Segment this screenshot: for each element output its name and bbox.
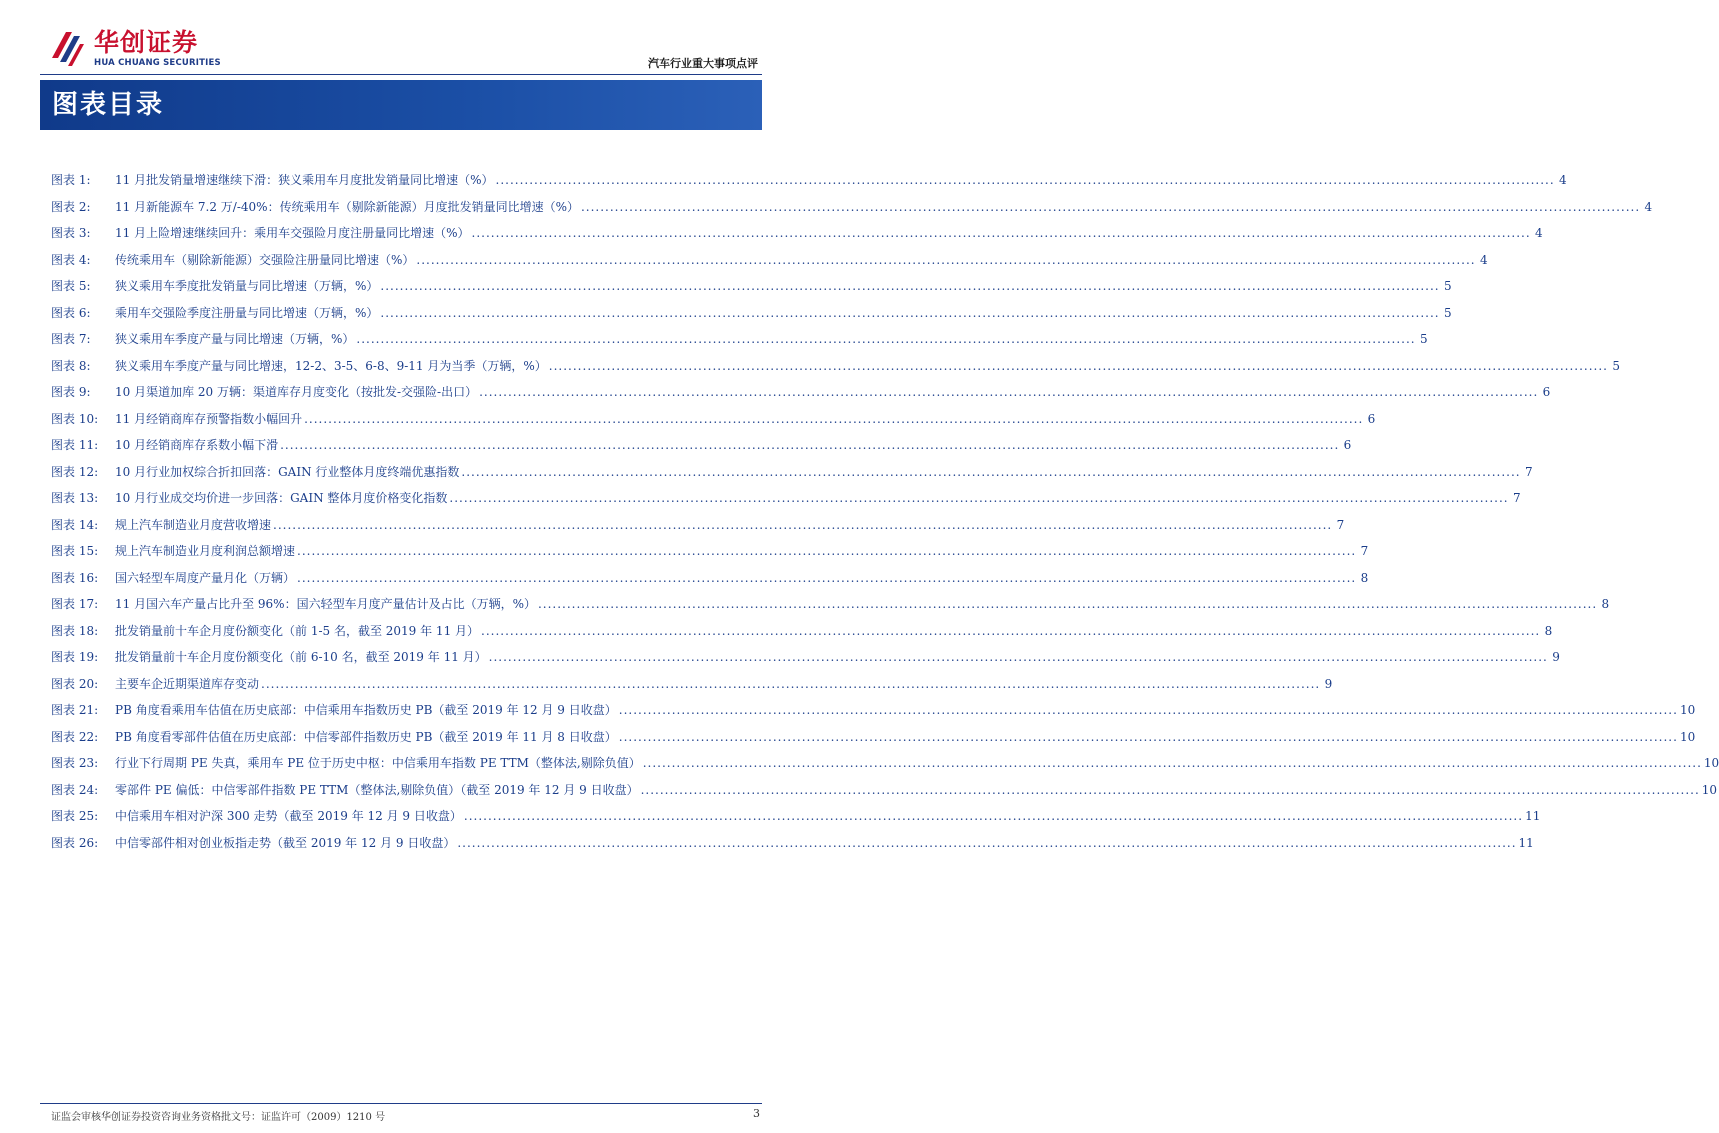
toc-entry-title: 乘用车交强险季度注册量与同比增速（万辆，%）: [115, 305, 379, 320]
toc-entry-title: 传统乘用车（剔除新能源）交强险注册量同比增速（%）: [115, 252, 415, 267]
toc-entry-title: 10 月渠道加库 20 万辆：渠道库存月度变化（按批发-交强险-出口）: [115, 385, 478, 399]
toc-entry-page: 7: [1360, 544, 1369, 558]
toc-dot-leader: ............................................................................................................................................................................................................................: [261, 676, 1321, 691]
toc-dot-leader: ............................................................................................................................................................................................................................: [481, 623, 1541, 638]
toc-dot-leader: ............................................................................................................................................................................................................................: [537, 597, 1598, 611]
brand-name-en: HUA CHUANG SECURITIES: [94, 58, 221, 68]
toc-entry[interactable]: [51, 830, 1534, 857]
toc-entry-page: 8: [1544, 623, 1553, 638]
toc-entry-label: 图表 12:: [51, 464, 99, 479]
toc-dot-leader: ............................................................................................................................................................................................................................: [449, 491, 1509, 505]
toc-entry-title: 10 月经销商库存系数小幅下滑: [115, 438, 279, 452]
toc-entry-page: 10: [1679, 729, 1696, 744]
toc-entry-page: 11: [1518, 835, 1534, 850]
table-of-figures: [51, 167, 1719, 856]
toc-entry-label: 图表 14:: [51, 517, 99, 532]
report-type: 汽车行业重大事项点评: [648, 57, 758, 70]
toc-dot-leader: ............................................................................................................................................................................................................................: [618, 729, 1678, 744]
toc-dot-leader: ............................................................................................................................................................................................................................: [457, 835, 1517, 850]
toc-entry[interactable]: [51, 273, 1452, 300]
toc-entry-title: 10 月行业加权综合折扣回落：GAIN 行业整体月度终端优惠指数: [115, 464, 460, 479]
toc-entry-label: 图表 18:: [51, 623, 99, 638]
toc-entry[interactable]: [51, 697, 1696, 724]
toc-entry[interactable]: [51, 194, 1653, 221]
toc-dot-leader: ............................................................................................................................................................................................................................: [640, 782, 1700, 797]
toc-entry[interactable]: [51, 777, 1718, 804]
toc-entry-label: 图表 13:: [51, 491, 99, 505]
toc-entry[interactable]: [51, 406, 1376, 433]
toc-entry[interactable]: [51, 220, 1543, 247]
toc-entry-label: 图表 21:: [51, 703, 99, 717]
toc-dot-leader: ............................................................................................................................................................................................................................: [273, 517, 1333, 532]
toc-entry-label: 图表 23:: [51, 756, 99, 770]
toc-entry-label: 图表 16:: [51, 570, 99, 585]
toc-entry-page: 11: [1525, 809, 1541, 823]
toc-dot-leader: ............................................................................................................................................................................................................................: [642, 756, 1702, 770]
toc-entry-label: 图表 15:: [51, 544, 99, 558]
toc-dot-leader: ............................................................................................................................................................................................................................: [416, 252, 1476, 267]
toc-entry-label: 图表 10:: [51, 411, 99, 426]
toc-entry-label: 图表 22:: [51, 729, 99, 744]
brand-name-cn: 华创证券: [94, 28, 199, 57]
section-title: 图表目录: [52, 90, 165, 120]
toc-dot-leader: ............................................................................................................................................................................................................................: [488, 650, 1548, 664]
toc-entry-title: 批发销量前十车企月度份额变化（前 1-5 名，截至 2019 年 11 月）: [115, 623, 480, 638]
toc-entry[interactable]: [51, 167, 1567, 194]
toc-entry-title: 狭义乘用车季度产量与同比增速，12-2、3-5、6-8、9-11 月为当季（万辆，%）: [115, 358, 547, 373]
toc-entry-page: 8: [1601, 597, 1610, 611]
header-divider: [40, 74, 762, 75]
toc-entry-page: 4: [1644, 199, 1653, 214]
toc-entry-title: 批发销量前十车企月度份额变化（前 6-10 名，截至 2019 年 11 月）: [115, 650, 487, 664]
toc-entry-title: PB 角度看乘用车估值在历史底部：中信乘用车指数历史 PB（截至 2019 年 12 月 9 日收盘）: [115, 703, 617, 717]
toc-entry-title: 国六轻型车周度产量月化（万辆）: [115, 570, 296, 585]
toc-entry-label: 图表 26:: [51, 835, 99, 850]
toc-entry-page: 5: [1443, 279, 1452, 293]
toc-entry-label: 图表 9:: [51, 385, 91, 399]
toc-entry[interactable]: [51, 671, 1333, 698]
toc-entry-title: 11 月上险增速继续回升：乘用车交强险月度注册量同比增速（%）: [115, 226, 470, 240]
toc-entry-title: 主要车企近期渠道库存变动: [115, 676, 260, 691]
toc-dot-leader: ............................................................................................................................................................................................................................: [548, 358, 1608, 373]
toc-entry-label: 图表 19:: [51, 650, 99, 664]
toc-entry-title: 11 月国六车产量占比升至 96%：国六轻型车月度产量估计及占比（万辆，%）: [115, 597, 536, 611]
toc-entry-page: 4: [1559, 173, 1567, 187]
toc-dot-leader: ............................................................................................................................................................................................................................: [618, 703, 1678, 717]
toc-entry-page: 4: [1535, 226, 1543, 240]
toc-dot-leader: ............................................................................................................................................................................................................................: [380, 279, 1440, 293]
toc-entry-page: 9: [1552, 650, 1560, 664]
toc-entry[interactable]: [51, 565, 1369, 592]
toc-entry[interactable]: [51, 432, 1352, 459]
toc-dot-leader: ............................................................................................................................................................................................................................: [356, 332, 1416, 346]
toc-entry[interactable]: [51, 724, 1696, 751]
toc-entry-title: 10 月行业成交均价进一步回落：GAIN 整体月度价格变化指数: [115, 491, 448, 505]
toc-entry-page: 10: [1701, 782, 1718, 797]
page-header: [0, 0, 802, 80]
toc-entry-label: 图表 8:: [51, 358, 91, 373]
toc-dot-leader: ............................................................................................................................................................................................................................: [304, 411, 1364, 426]
toc-entry-page: 10: [1679, 703, 1696, 717]
toc-entry-page: 6: [1343, 438, 1352, 452]
toc-entry-title: 11 月新能源车 7.2 万/-40%：传统乘用车（剔除新能源）月度批发销量同比增速（%）: [115, 199, 579, 214]
toc-entry-title: PB 角度看零部件估值在历史底部：中信零部件指数历史 PB（截至 2019 年 11 月 8 日收盘）: [115, 729, 617, 744]
toc-entry-label: 图表 3:: [51, 226, 91, 240]
toc-entry-label: 图表 4:: [51, 252, 91, 267]
toc-dot-leader: ............................................................................................................................................................................................................................: [471, 226, 1531, 240]
section-banner: [40, 80, 762, 130]
toc-entry-title: 零部件 PE 偏低：中信零部件指数 PE TTM（整体法,剔除负值）（截至 2019 年 12 月 9 日收盘）: [115, 782, 639, 797]
toc-entry[interactable]: [51, 353, 1620, 380]
toc-entry[interactable]: [51, 247, 1488, 274]
toc-entry-title: 中信乘用车相对沪深 300 走势（截至 2019 年 12 月 9 日收盘）: [115, 809, 462, 823]
toc-entry[interactable]: [51, 644, 1560, 671]
toc-dot-leader: ............................................................................................................................................................................................................................: [380, 305, 1440, 320]
toc-entry-page: 6: [1367, 411, 1376, 426]
toc-entry[interactable]: [51, 538, 1369, 565]
toc-entry-page: 5: [1419, 332, 1428, 346]
toc-entry-page: 7: [1512, 491, 1521, 505]
toc-entry[interactable]: [51, 300, 1452, 327]
footer-divider: [40, 1103, 762, 1104]
toc-entry[interactable]: [51, 750, 1719, 777]
toc-entry-label: 图表 2:: [51, 199, 91, 214]
toc-entry-label: 图表 6:: [51, 305, 91, 320]
toc-entry-page: 6: [1542, 385, 1551, 399]
footer-disclaimer: 证监会审核华创证券投资咨询业务资格批文号：证监许可（2009）1210 号: [51, 1112, 386, 1123]
toc-entry[interactable]: [51, 379, 1551, 406]
toc-dot-leader: ............................................................................................................................................................................................................................: [297, 544, 1357, 558]
toc-entry-page: 9: [1324, 676, 1333, 691]
toc-entry-page: 7: [1524, 464, 1533, 479]
toc-dot-leader: ............................................................................................................................................................................................................................: [463, 809, 1524, 823]
toc-entry[interactable]: [51, 512, 1345, 539]
huachuang-logo-icon: [50, 28, 86, 68]
toc-entry-label: 图表 20:: [51, 676, 99, 691]
toc-entry-title: 狭义乘用车季度产量与同比增速（万辆，%）: [115, 332, 355, 346]
toc-dot-leader: ............................................................................................................................................................................................................................: [280, 438, 1340, 452]
toc-entry-page: 5: [1443, 305, 1452, 320]
toc-dot-leader: ............................................................................................................................................................................................................................: [461, 464, 1521, 479]
toc-entry-label: 图表 11:: [51, 438, 99, 452]
toc-entry-label: 图表 24:: [51, 782, 99, 797]
toc-entry-title: 11 月批发销量增速继续下滑：狭义乘用车月度批发销量同比增速（%）: [115, 173, 494, 187]
toc-dot-leader: ............................................................................................................................................................................................................................: [580, 199, 1641, 214]
toc-entry-title: 11 月经销商库存预警指数小幅回升: [115, 411, 303, 426]
toc-entry-page: 5: [1612, 358, 1620, 373]
toc-dot-leader: ............................................................................................................................................................................................................................: [495, 173, 1555, 187]
toc-entry-title: 规上汽车制造业月度利润总额增速: [115, 544, 296, 558]
toc-entry-title: 狭义乘用车季度批发销量与同比增速（万辆，%）: [115, 279, 379, 293]
toc-entry[interactable]: [51, 485, 1521, 512]
toc-entry[interactable]: [51, 326, 1428, 353]
toc-entry-label: 图表 25:: [51, 809, 99, 823]
toc-dot-leader: ............................................................................................................................................................................................................................: [297, 570, 1357, 585]
toc-entry-page: 7: [1336, 517, 1345, 532]
toc-entry-label: 图表 17:: [51, 597, 99, 611]
toc-entry-label: 图表 7:: [51, 332, 91, 346]
toc-entry[interactable]: [51, 591, 1610, 618]
toc-entry[interactable]: [51, 803, 1541, 830]
toc-entry-page: 8: [1360, 570, 1369, 585]
toc-entry-title: 行业下行周期 PE 失真，乘用车 PE 位于历史中枢：中信乘用车指数 PE TTM（整体法,剔除负值）: [115, 756, 641, 770]
toc-entry-title: 规上汽车制造业月度营收增速: [115, 517, 272, 532]
toc-dot-leader: ............................................................................................................................................................................................................................: [479, 385, 1539, 399]
toc-entry[interactable]: [51, 459, 1533, 486]
toc-entry[interactable]: [51, 618, 1553, 645]
toc-entry-label: 图表 5:: [51, 279, 91, 293]
toc-entry-title: 中信零部件相对创业板指走势（截至 2019 年 12 月 9 日收盘）: [115, 835, 456, 850]
page-number: 3: [753, 1107, 760, 1120]
toc-entry-page: 4: [1479, 252, 1488, 267]
toc-entry-label: 图表 1:: [51, 173, 91, 187]
toc-entry-page: 10: [1703, 756, 1719, 770]
